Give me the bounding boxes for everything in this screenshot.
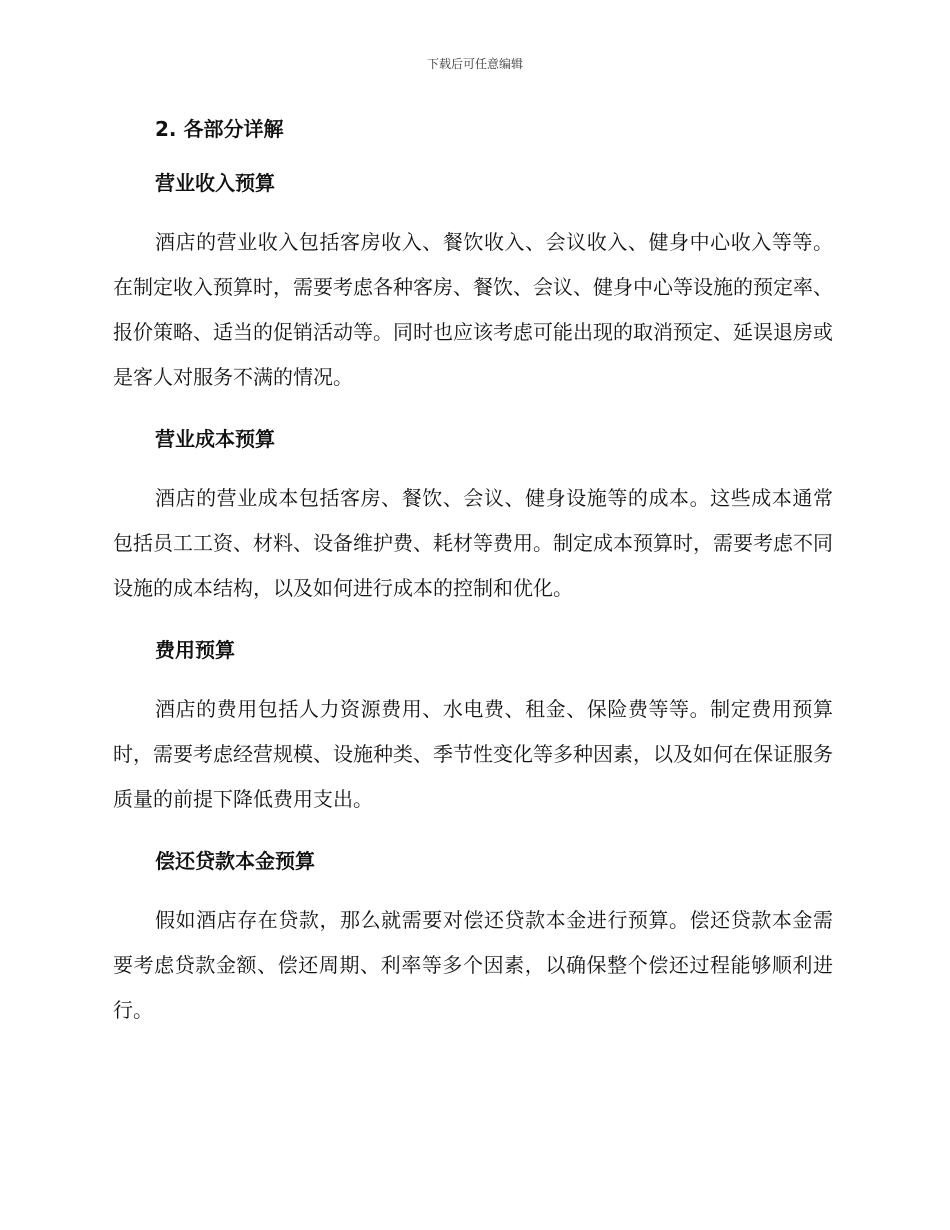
section-heading: 费用预算	[155, 638, 235, 662]
section-cost-budget	[113, 422, 833, 611]
header-note: 下载后可任意编辑	[426, 57, 523, 71]
section-paragraph: 酒店的营业收入包括客房收入、餐饮收入、会议收入、健身中心收入等等。在制定收入预算时，需要考虑各种客房、餐饮、会议、健身中心等设施的预定率、报价策略、适当的促销活动等。同时也应该考虑可能出现的取消预定、延误退房或是客人对服务不满的情况。	[113, 230, 833, 389]
document-body	[113, 112, 833, 1055]
section-paragraph: 酒店的营业成本包括客房、餐饮、会议、健身设施等的成本。这些成本通常包括员工工资、材料、设备维护费、耗材等费用。制定成本预算时，需要考虑不同设施的成本结构，以及如何进行成本的控制和优化。	[113, 486, 833, 600]
section-heading: 偿还贷款本金预算	[155, 849, 315, 873]
section-revenue-budget	[113, 166, 833, 400]
section-title: 2. 各部分详解	[155, 117, 284, 141]
section-paragraph: 酒店的费用包括人力资源费用、水电费、租金、保险费等等。制定费用预算时，需要考虑经营规模、设施种类、季节性变化等多种因素，以及如何在保证服务质量的前提下降低费用支出。	[113, 697, 833, 811]
section-paragraph: 假如酒店存在贷款，那么就需要对偿还贷款本金进行预算。偿还贷款本金需要考虑贷款金额、偿还周期、利率等多个因素，以确保整个偿还过程能够顺利进行。	[113, 908, 833, 1022]
section-heading: 营业收入预算	[155, 171, 275, 195]
section-expense-budget	[113, 633, 833, 822]
section-loan-repayment-budget	[113, 844, 833, 1033]
section-heading: 营业成本预算	[155, 427, 275, 451]
